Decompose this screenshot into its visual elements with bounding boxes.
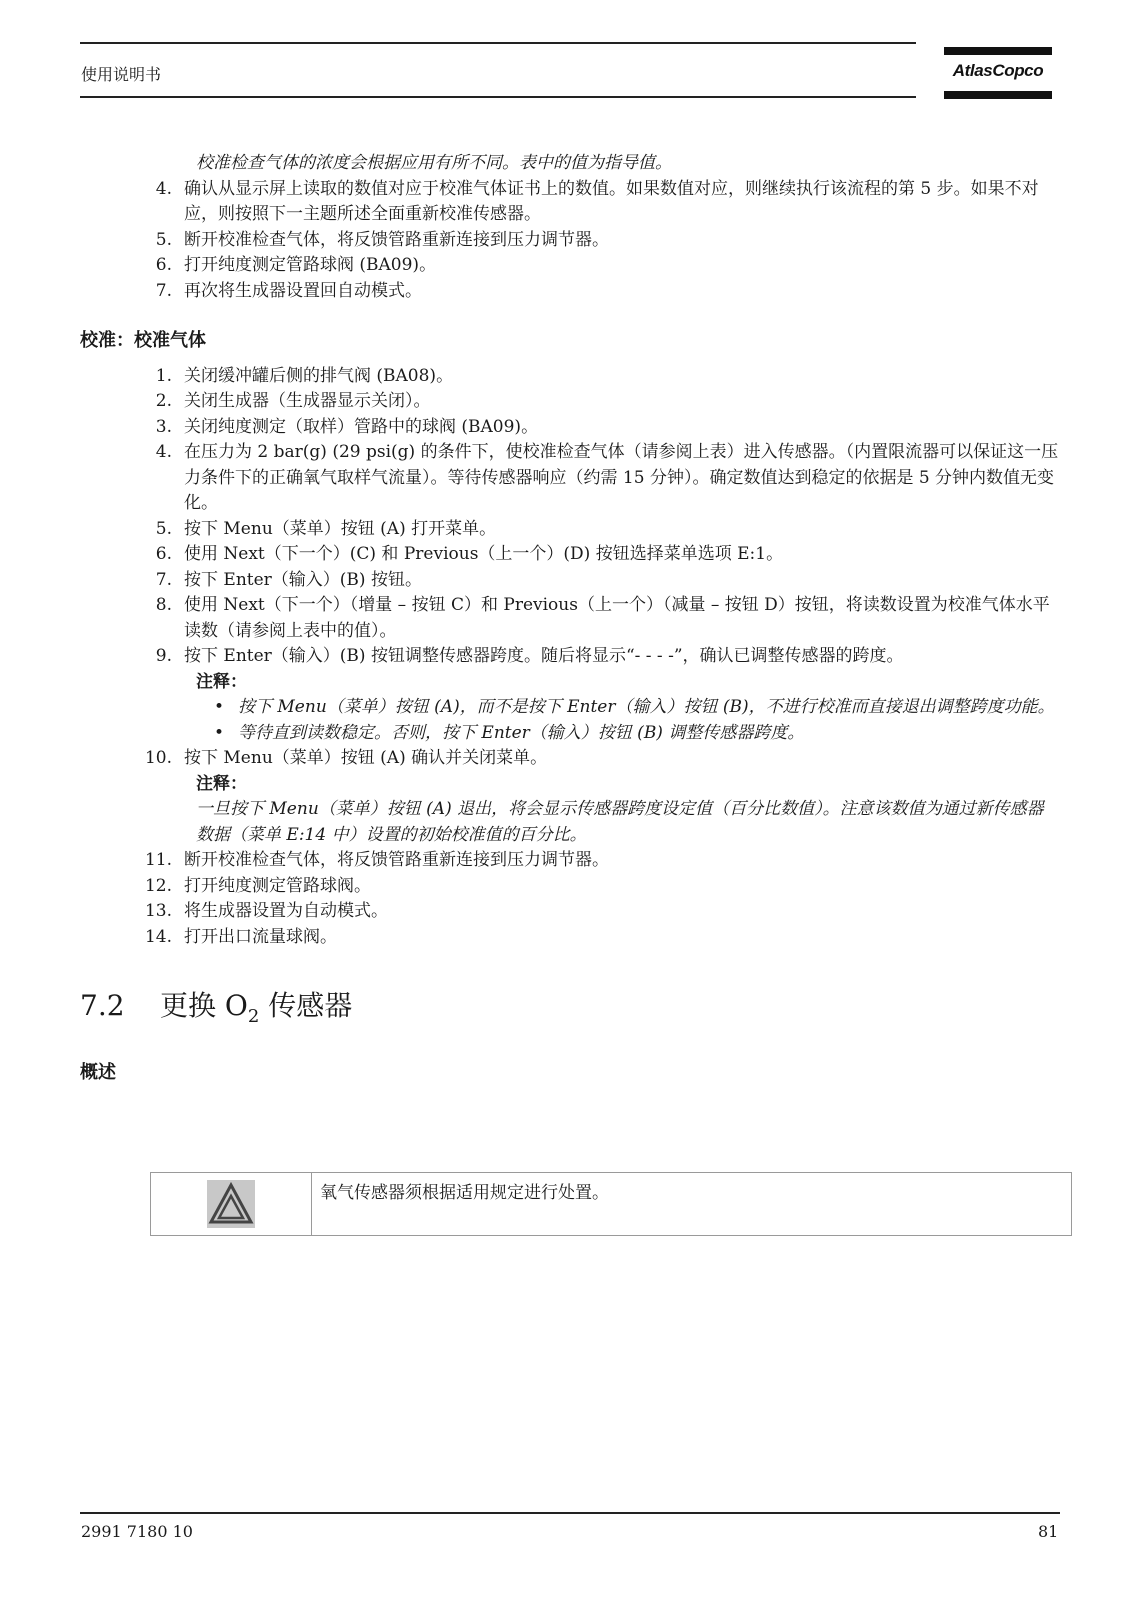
note-bullet: • 按下 Menu（菜单）按钮 (A)，而不是按下 Enter（输入）按钮 (B)，不进行校准而直接退出调整跨度功能。 xyxy=(214,697,1055,717)
calibration-heading: 校准：校准气体 xyxy=(80,330,206,351)
list-item: 4. 确认从显示屏上读取的数值对应于校准气体证书上的数值。如果数值对应，则继续执行该流程的第 5 步。如果不对应，则按照下一主题所述全面重新校准传感器。 xyxy=(155,178,1039,224)
list-item: 5. 按下 Menu（菜单）按钮 (A) 打开菜单。 xyxy=(155,518,497,539)
footer-doc-code: 2991 7180 10 xyxy=(81,1522,193,1541)
notice-icon-cell xyxy=(151,1173,312,1235)
section-number: 7.2 xyxy=(80,989,125,1022)
header-bottom-rule xyxy=(80,96,916,98)
list-item: 8. 使用 Next（下一个）（增量 – 按钮 C）和 Previous（上一个）（减量 – 按钮 D）按钮，将读数设置为校准气体水平读数（请参阅上表中的值）。 xyxy=(155,595,1050,641)
brand-logo xyxy=(944,47,1052,101)
note-text: 一旦按下 Menu（菜单）按钮 (A) 退出，将会显示传感器跨度设定值（百分比数值）。注意该数值为通过新传感器数据（菜单 E:14 中）设置的初始校准值的百分比。 xyxy=(196,799,1044,845)
list-item: 7. 再次将生成器设置回自动模式。 xyxy=(155,280,422,301)
list-item: 5. 断开校准检查气体，将反馈管路重新连接到压力调节器。 xyxy=(155,229,609,250)
notice-box xyxy=(150,1172,1072,1236)
list-item: 6. 使用 Next（下一个）(C) 和 Previous（上一个）(D) 按钮选择菜单选项 E:1。 xyxy=(155,544,784,564)
section-title-subscript: 2 xyxy=(247,1006,260,1027)
overview-heading: 概述 xyxy=(80,1062,116,1083)
list-item: 10. 按下 Menu（菜单）按钮 (A) 确认并关闭菜单。 xyxy=(144,748,548,768)
list-item: 9. 按下 Enter（输入）(B) 按钮调整传感器跨度。随后将显示“- - - -”，确认已调整传感器的跨度。 xyxy=(155,646,904,666)
warning-triangle-icon xyxy=(207,1180,255,1228)
list-item: 3. 关闭纯度测定（取样）管路中的球阀 (BA09)。 xyxy=(155,416,539,437)
header-top-rule xyxy=(80,42,916,44)
intro-italic-note: 校准检查气体的浓度会根据应用有所不同。表中的值为指导值。 xyxy=(196,153,672,173)
list-item: 4. 在压力为 2 bar(g) (29 psi(g) 的条件下，使校准检查气体（请参阅上表）进入传感器。（内置限流器可以保证这一压力条件下的正确氧气取样气流量）。等待传感器响应（约需 15 分钟）。确定数值达到稳定的依据是 5 分钟内数值无变化。 xyxy=(155,442,1059,513)
notice-text: 氧气传感器须根据适用规定进行处置。 xyxy=(320,1183,609,1203)
section-title-text: 更换 O xyxy=(160,989,248,1022)
list-item: 14. 打开出口流量球阀。 xyxy=(144,926,337,947)
brand-logo-text: AtlasCopco xyxy=(952,61,1044,80)
list-item: 1. 关闭缓冲罐后侧的排气阀 (BA08)。 xyxy=(155,365,454,386)
note-label: 注释： xyxy=(196,671,247,692)
header-title: 使用说明书 xyxy=(81,65,162,84)
list-item: 12. 打开纯度测定管路球阀。 xyxy=(144,875,371,896)
list-item: 11. 断开校准检查气体，将反馈管路重新连接到压力调节器。 xyxy=(144,850,609,870)
list-item: 6. 打开纯度测定管路球阀 (BA09)。 xyxy=(155,255,437,275)
note-bullet: • 等待直到读数稳定。否则，按下 Enter（输入）按钮 (B) 调整传感器跨度。 xyxy=(214,722,805,743)
list-item: 7. 按下 Enter（输入）(B) 按钮。 xyxy=(155,569,422,590)
list-item: 2. 关闭生成器（生成器显示关闭）。 xyxy=(155,391,431,411)
list-item: 13. 将生成器设置为自动模式。 xyxy=(144,901,388,921)
footer-rule xyxy=(80,1512,1060,1514)
page-number: 81 xyxy=(1038,1522,1059,1541)
section-title-rest: 传感器 xyxy=(259,989,353,1022)
section-title xyxy=(80,986,1060,1030)
page-content xyxy=(80,151,1060,1096)
note-label: 注释： xyxy=(196,773,247,794)
